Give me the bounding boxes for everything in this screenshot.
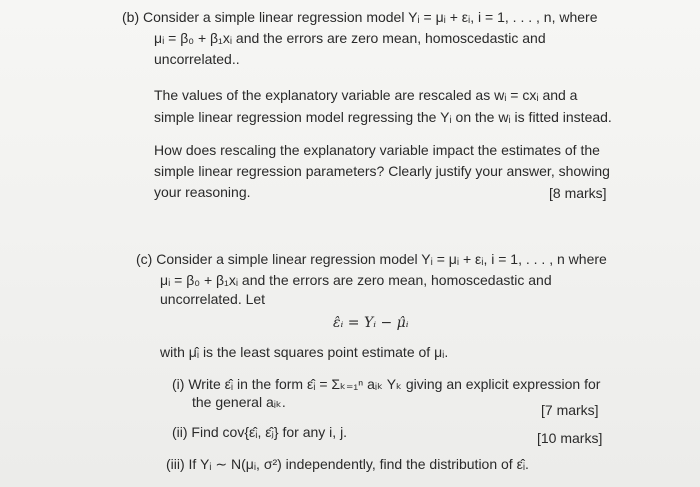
part-b-line-7: simple linear regression parameters? Clearly justify your answer, showing <box>154 163 610 179</box>
part-b-line-1: (b) Consider a simple linear regression model Yᵢ = μᵢ + εᵢ, i = 1, . . . , n, where <box>122 9 598 25</box>
part-c-line-3: uncorrelated. Let <box>160 291 266 307</box>
subpart-ii-marks: [10 marks] <box>537 430 603 446</box>
part-c-line-4: with μ̂ᵢ is the least squares point estimate of μᵢ. <box>160 344 449 360</box>
subpart-ii-line: (ii) Find cov{ε̂ᵢ, ε̂ⱼ} for any i, j. <box>172 424 348 440</box>
part-c-line-1: (c) Consider a simple linear regression model Yᵢ = μᵢ + εᵢ, i = 1, . . . , n where <box>136 251 607 267</box>
residual-equation: ε̂ᵢ = Yᵢ − μ̂ᵢ <box>333 315 409 331</box>
part-b-line-3: uncorrelated.. <box>154 51 240 67</box>
part-b-line-8: your reasoning. <box>154 184 251 200</box>
part-b-line-6: How does rescaling the explanatory variable impact the estimates of the <box>154 142 600 158</box>
subpart-i-line-2: the general aᵢₖ. <box>192 394 286 410</box>
subpart-iii-line: (iii) If Yᵢ ∼ N(μᵢ, σ²) independently, find the distribution of ε̂ᵢ. <box>166 456 529 472</box>
part-b-marks: [8 marks] <box>549 185 607 201</box>
subpart-i-line-1: (i) Write ε̂ᵢ in the form ε̂ᵢ = Σₖ₌₁ⁿ aᵢₖ Yₖ giving an explicit expression for <box>172 376 601 392</box>
part-b-line-5: simple linear regression model regressing the Yᵢ on the wᵢ is fitted instead. <box>154 109 612 125</box>
part-c-line-2: μᵢ = β₀ + β₁xᵢ and the errors are zero mean, homoscedastic and <box>160 272 552 288</box>
part-b-line-4: The values of the explanatory variable are rescaled as wᵢ = cxᵢ and a <box>154 87 578 103</box>
part-b-line-2: μᵢ = β₀ + β₁xᵢ and the errors are zero mean, homoscedastic and <box>154 30 546 46</box>
subpart-i-marks: [7 marks] <box>541 402 599 418</box>
